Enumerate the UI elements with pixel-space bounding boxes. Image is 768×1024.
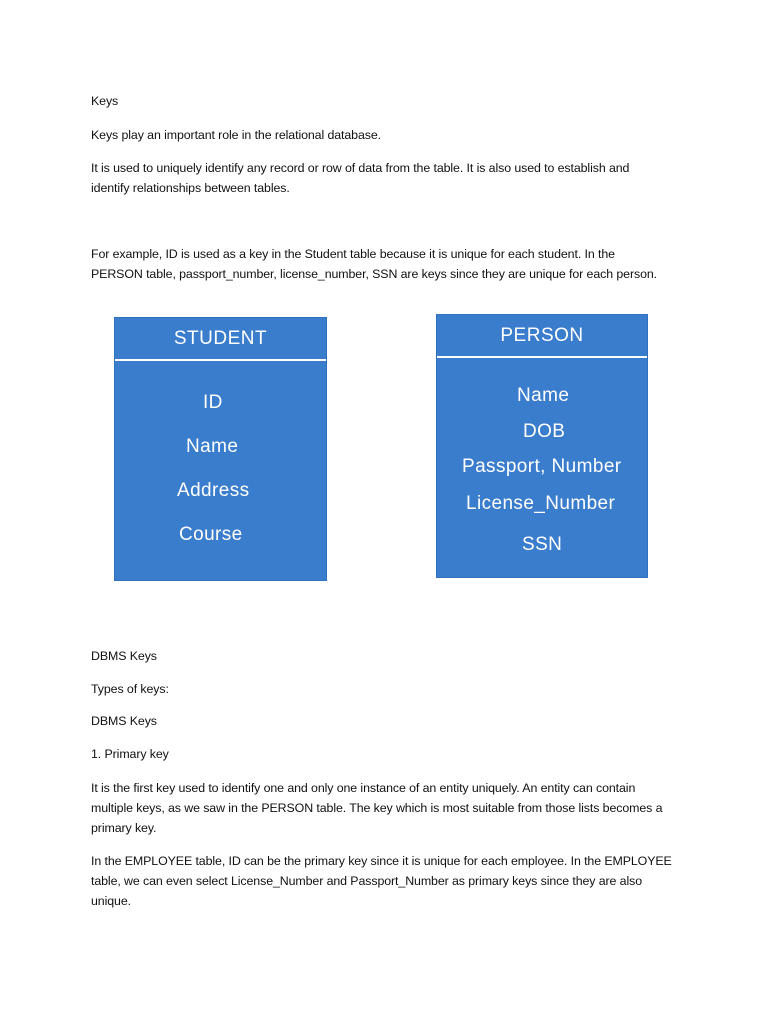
person-attribute-name: Name [517,385,570,406]
paragraph-example-line-2: PERSON table, passport_number, license_number, SSN are keys since they are unique for each person. [91,267,657,281]
heading-types-of-keys: Types of keys: [91,682,169,696]
paragraph-purpose-line-2: identify relationships between tables. [91,181,290,195]
paragraph-primary-key-line-3: primary key. [91,821,157,835]
person-entity-box [437,315,647,577]
person-attribute-license-number: License_Number [466,493,616,514]
student-attribute-name: Name [186,436,239,457]
person-attribute-dob: DOB [523,421,566,442]
heading-keys: Keys [91,94,119,108]
paragraph-employee-line-1: In the EMPLOYEE table, ID can be the primary key since it is unique for each employee. In the EMPLOYEE [91,854,672,868]
heading-dbms-keys-1: DBMS Keys [91,649,157,663]
paragraph-primary-key-line-1: It is the first key used to identify one and only one instance of an entity uniquely. An entity can contain [91,781,636,795]
student-attribute-course: Course [179,524,243,545]
paragraph-purpose-line-1: It is used to uniquely identify any record or row of data from the table. It is also used to establish and [91,161,630,175]
paragraph-example-line-1: For example, ID is used as a key in the Student table because it is unique for each student. In the [91,247,615,261]
person-entity-title: PERSON [437,315,647,358]
heading-primary-key: 1. Primary key [91,747,169,761]
student-entity-box [115,318,326,580]
paragraph-primary-key-line-2: multiple keys, as we saw in the PERSON table. The key which is most suitable from those lists becomes a [91,801,663,815]
student-attribute-address: Address [177,480,250,501]
paragraph-employee-line-3: unique. [91,894,131,908]
paragraph-keys-role: Keys play an important role in the relational database. [91,128,381,142]
heading-dbms-keys-2: DBMS Keys [91,714,157,728]
student-attribute-id: ID [203,392,223,413]
student-entity-title: STUDENT [115,318,326,361]
person-attribute-ssn: SSN [522,534,563,555]
paragraph-employee-line-2: table, we can even select License_Number and Passport_Number as primary keys since they are also [91,874,643,888]
person-attribute-passport-number: Passport, Number [462,456,622,477]
